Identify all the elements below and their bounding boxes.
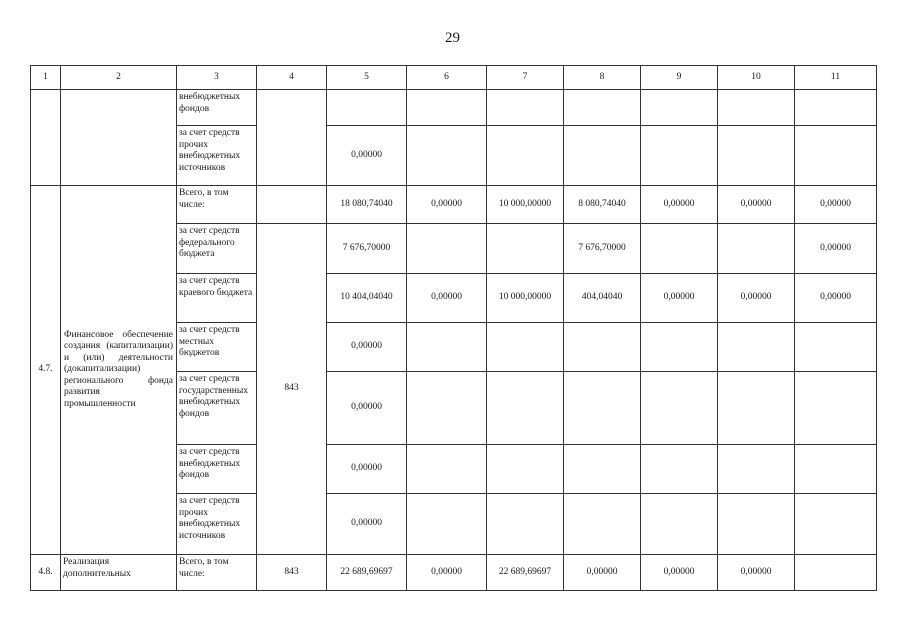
value-cell: 22 689,69697 [327, 555, 407, 591]
value-cell: 0,00000 [407, 274, 487, 323]
value-cell [718, 445, 795, 494]
value-cell: 0,00000 [407, 186, 487, 224]
value-cell [641, 224, 718, 274]
value-cell: 0,00000 [564, 555, 641, 591]
source-cell: за счет средств федерального бюджета [177, 224, 257, 274]
header-cell: 6 [407, 66, 487, 90]
value-cell [564, 372, 641, 445]
source-cell: за счет средств внебюджетных фондов [177, 445, 257, 494]
header-cell: 8 [564, 66, 641, 90]
value-cell [641, 323, 718, 372]
value-cell: 18 080,74040 [327, 186, 407, 224]
value-cell: 0,00000 [327, 323, 407, 372]
header-cell: 7 [487, 66, 564, 90]
value-cell [718, 224, 795, 274]
value-cell [564, 494, 641, 555]
header-cell: 10 [718, 66, 795, 90]
item-name-cell: Реализация дополнительных [61, 555, 177, 591]
value-cell [795, 555, 877, 591]
value-cell: 0,00000 [327, 126, 407, 186]
source-cell: Всего, в том числе: [177, 555, 257, 591]
table-row [31, 90, 877, 126]
value-cell: 0,00000 [327, 494, 407, 555]
code-cell [257, 90, 327, 186]
budget-table [30, 65, 877, 591]
value-cell [487, 445, 564, 494]
value-cell: 0,00000 [641, 186, 718, 224]
source-cell: за счет средств местных бюджетов [177, 323, 257, 372]
value-cell [641, 494, 718, 555]
value-cell: 7 676,70000 [564, 224, 641, 274]
value-cell [564, 126, 641, 186]
header-cell: 9 [641, 66, 718, 90]
item-name-cell [61, 90, 177, 186]
row-number-cell [31, 90, 61, 186]
value-cell [795, 372, 877, 445]
value-cell [795, 323, 877, 372]
value-cell [407, 323, 487, 372]
value-cell: 0,00000 [641, 555, 718, 591]
value-cell: 0,00000 [795, 224, 877, 274]
header-cell: 3 [177, 66, 257, 90]
value-cell [641, 90, 718, 126]
value-cell [718, 126, 795, 186]
value-cell [564, 323, 641, 372]
code-cell: 843 [257, 224, 327, 555]
source-cell: за счет средств краевого бюджета [177, 274, 257, 323]
value-cell [795, 90, 877, 126]
value-cell [487, 224, 564, 274]
value-cell [487, 494, 564, 555]
value-cell: 0,00000 [407, 555, 487, 591]
value-cell: 0,00000 [795, 186, 877, 224]
value-cell: 0,00000 [718, 186, 795, 224]
value-cell [407, 494, 487, 555]
table-row [31, 555, 877, 591]
value-cell: 8 080,74040 [564, 186, 641, 224]
value-cell [718, 372, 795, 445]
value-cell [795, 126, 877, 186]
value-cell [407, 372, 487, 445]
value-cell: 0,00000 [327, 445, 407, 494]
value-cell: 0,00000 [641, 274, 718, 323]
header-cell: 11 [795, 66, 877, 90]
value-cell [641, 372, 718, 445]
code-cell: 843 [257, 555, 327, 591]
code-cell [257, 186, 327, 224]
value-cell: 10 000,00000 [487, 274, 564, 323]
value-cell [487, 90, 564, 126]
value-cell [487, 372, 564, 445]
value-cell: 10 404,04040 [327, 274, 407, 323]
header-cell: 5 [327, 66, 407, 90]
value-cell [407, 126, 487, 186]
value-cell [718, 494, 795, 555]
value-cell [407, 90, 487, 126]
header-row [31, 66, 877, 90]
value-cell [795, 494, 877, 555]
source-cell: за счет средств государственных внебюджетных фондов [177, 372, 257, 445]
value-cell [407, 445, 487, 494]
value-cell [718, 90, 795, 126]
value-cell: 0,00000 [718, 274, 795, 323]
value-cell [641, 126, 718, 186]
value-cell: 10 000,00000 [487, 186, 564, 224]
header-cell: 2 [61, 66, 177, 90]
page-number: 29 [445, 30, 460, 46]
value-cell [487, 126, 564, 186]
value-cell [487, 323, 564, 372]
value-cell [407, 224, 487, 274]
value-cell: 404,04040 [564, 274, 641, 323]
value-cell: 22 689,69697 [487, 555, 564, 591]
value-cell: 0,00000 [795, 274, 877, 323]
value-cell [564, 445, 641, 494]
value-cell [564, 90, 641, 126]
header-cell: 1 [31, 66, 61, 90]
header-cell: 4 [257, 66, 327, 90]
item-name-cell: Финансовое обеспечение создания (капитализации) и (или) деятельности (докапитализации) регионального фонда развития промышленности [61, 186, 177, 555]
value-cell [718, 323, 795, 372]
value-cell [327, 90, 407, 126]
row-number-cell: 4.8. [31, 555, 61, 591]
source-cell: внебюджетных фондов [177, 90, 257, 126]
source-cell: за счет средств прочих внебюджетных источников [177, 494, 257, 555]
row-number-cell: 4.7. [31, 186, 61, 555]
value-cell [795, 445, 877, 494]
source-cell: Всего, в том числе: [177, 186, 257, 224]
value-cell: 7 676,70000 [327, 224, 407, 274]
value-cell [641, 445, 718, 494]
table-row [31, 186, 877, 224]
source-cell: за счет средств прочих внебюджетных источников [177, 126, 257, 186]
value-cell: 0,00000 [718, 555, 795, 591]
value-cell: 0,00000 [327, 372, 407, 445]
